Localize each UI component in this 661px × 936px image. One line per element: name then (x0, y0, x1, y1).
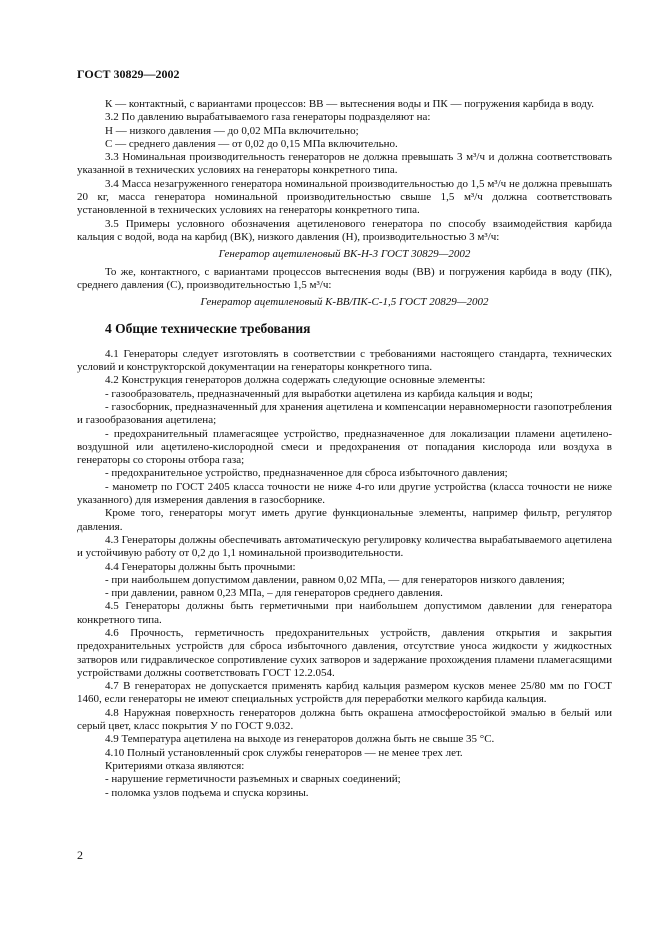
paragraph: К — контактный, с вариантами процессов: ВВ — вытеснения воды и ПК — погружения карбида в воду. (105, 98, 595, 110)
paragraph: 3.4 Масса незагруженного генератора номинальной производительностью до 1,5 м³/ч не должна превышать 20 кг, масса генератора номинальной производительностью свыше 1,5 м³/ч должна соответствовать установленной в технических условиях на генераторы конкретного типа. (77, 177, 612, 217)
paragraph: 4.9 Температура ацетилена на выходе из генераторов должна быть не свыше 35 °С. (105, 733, 495, 746)
paragraph: 4.3 Генераторы должны обеспечивать автоматическую регулировку количества вырабатываемого ацетилена и устойчивую работу от 0,2 до 1,1 номинальной производительности. (77, 533, 612, 560)
document-body (77, 98, 612, 800)
paragraph: 3.5 Примеры условного обозначения ацетиленового генератора по способу взаимодействия карбида кальция с водой, вода на карбид (ВК), низкого давления (Н), производительностью 3 м³/ч: (77, 217, 612, 243)
paragraph: - при наибольшем допустимом давлении, равном 0,02 МПа, — для генераторов низкого давления; (105, 573, 565, 586)
designation-example: Генератор ацетиленовый ВК-Н-3 ГОСТ 30829—2002 (218, 248, 471, 261)
paragraph: - поломка узлов подъема и спуска корзины. (105, 786, 309, 799)
paragraph: - газосборник, предназначенный для хранения ацетилена и компенсации неравномерности газопотребления и газообразования ацетилена; (77, 400, 612, 427)
paragraph: Кроме того, генераторы могут иметь другие функциональные элементы, например фильтр, регулятор давления. (77, 507, 612, 533)
paragraph: - предохранительный пламегасящее устройство, предназначенное для локализации пламени ацетилено-воздушной или ацетилено-кислородной смеси и предохранения от попадания кислорода или воздуха в генераторы со стороны отбора газа; (77, 427, 612, 467)
paragraph: 3.2 По давлению вырабатываемого газа генераторы подразделяют на: (105, 111, 431, 124)
paragraph: 4.8 Наружная поверхность генераторов должна быть окрашена атмосферостойкой эмалью в белый или серый цвет, класс покрытия У по ГОСТ 9.032. (77, 706, 612, 733)
paragraph: 4.1 Генераторы следует изготовлять в соответствии с требованиями настоящего стандарта, технических условий и конструкторской документации на генераторы конкретного типа. (77, 347, 612, 374)
paragraph: Критериями отказа являются: (105, 759, 245, 772)
paragraph: 4.7 В генераторах не допускается применять карбид кальция размером кусков менее 25/80 мм по ГОСТ 1460, если генераторы не имеют специальных устройств для переработки мелкого карбида кальция. (77, 680, 612, 706)
paragraph: 4.2 Конструкция генераторов должна содержать следующие основные элементы: (105, 374, 486, 387)
paragraph: С — среднего давления — от 0,02 до 0,15 МПа включительно. (105, 137, 398, 150)
paragraph: 4.4 Генераторы должны быть прочными: (105, 560, 296, 573)
designation-example: Генератор ацетиленовый К-ВВ/ПК-С-1,5 ГОСТ 20829—2002 (200, 296, 489, 309)
section-heading: 4 Общие технические требования (105, 321, 311, 337)
paragraph: То же, контактного, с вариантами процессов вытеснения воды (ВВ) и погружения карбида в воду (ПК), среднего давления (С), производительностью 1,5 м³/ч: (77, 265, 612, 291)
paragraph: - предохранительное устройство, предназначенное для сброса избыточного давления; (105, 467, 508, 480)
document-header: ГОСТ 30829—2002 (77, 67, 180, 81)
paragraph: - нарушение герметичности разъемных и сварных соединений; (105, 773, 401, 786)
paragraph: - при давлении, равном 0,23 МПа, – для генераторов среднего давления. (105, 587, 443, 600)
paragraph: Н — низкого давления — до 0,02 МПа включительно; (105, 124, 359, 137)
paragraph: - газообразователь, предназначенный для выработки ацетилена из карбида кальция и воды; (105, 387, 533, 400)
paragraph: 4.10 Полный установленный срок службы генераторов — не менее трех лет. (105, 746, 463, 759)
page-number: 2 (77, 848, 83, 862)
paragraph: 4.6 Прочность, герметичность предохранительных устройств, давления открытия и закрытия предохранительных устройств для сброса избыточного давления, отсутствие уноса жидкости у жидкостных затворов или гидравлическое сопротивление сухих затворов и задержание прохождения пламени пламегасящими устройствами должны соответствовать ГОСТ 12.2.054. (77, 626, 612, 679)
paragraph: - манометр по ГОСТ 2405 класса точности не ниже 4-го или другие устройства (класса точности не ниже указанного) для измерения давления в газосборнике. (77, 480, 612, 507)
paragraph: 3.3 Номинальная производительность генераторов не должна превышать 3 м³/ч и должна соответствовать указанной в технических условиях на генераторы конкретного типа. (77, 151, 612, 177)
paragraph: 4.5 Генераторы должны быть герметичными при наибольшем допустимом давлении для генератора конкретного типа. (77, 600, 612, 626)
